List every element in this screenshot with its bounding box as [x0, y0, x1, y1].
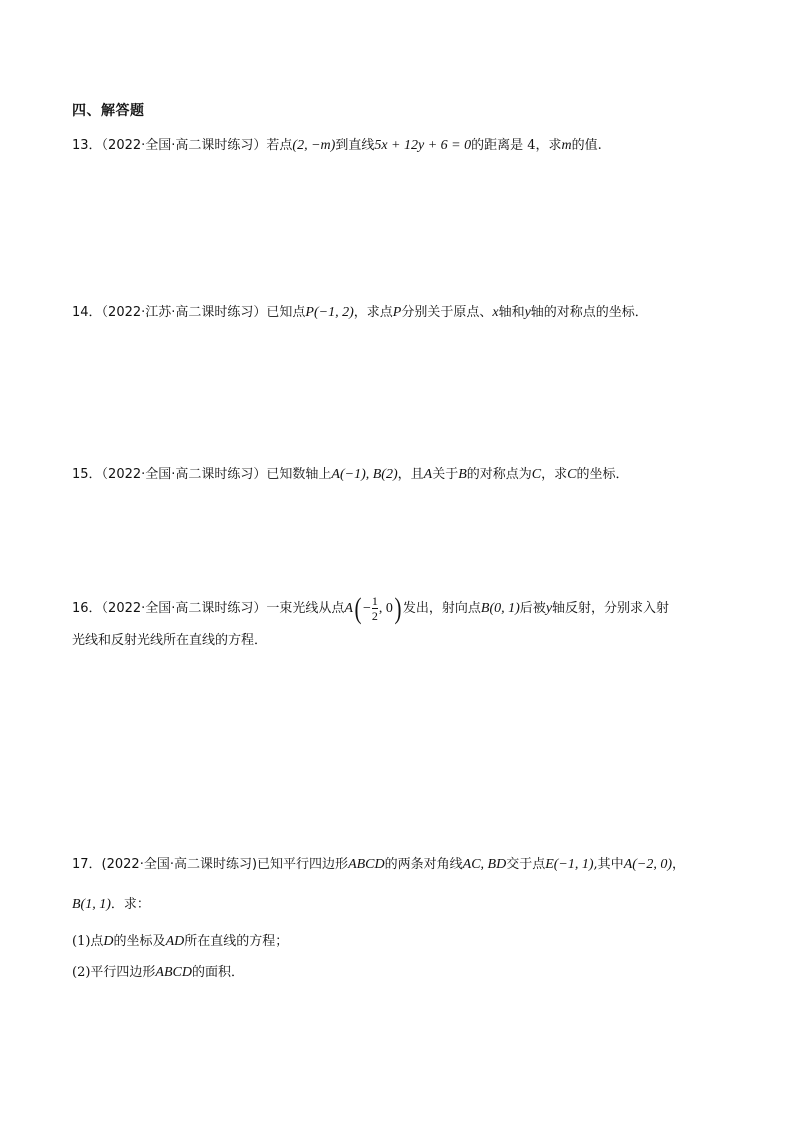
math-expression: (2, −m)	[292, 138, 336, 153]
sub-question-2	[72, 963, 244, 983]
question-source: （2022·江苏·高二课时练习）	[101, 305, 267, 320]
question-text: 的值.	[571, 138, 602, 153]
math-variable: C	[567, 467, 577, 482]
question-text: 轴反射，分别求入射	[552, 601, 670, 617]
math-variable: D	[103, 934, 114, 949]
question-text: 已知平行四边形	[257, 857, 349, 872]
question-text: 后被	[519, 601, 546, 617]
question-text: 的坐标及	[113, 934, 166, 949]
question-16	[72, 594, 669, 624]
question-number: 17．	[72, 857, 102, 872]
math-variable: P	[392, 305, 402, 320]
fraction-numerator: 1	[371, 594, 378, 608]
question-16-line-2: 光线和反射光线所在直线的方程．	[72, 633, 268, 648]
math-expression: P(−1, 2)	[305, 305, 354, 320]
question-source: （2022·全国·高二课时练习）	[101, 138, 267, 153]
math-expression: AC, BD	[462, 857, 507, 872]
question-source: （2022·全国·高二课时练习）	[101, 467, 267, 482]
question-17-line-2	[72, 895, 150, 915]
question-17	[72, 855, 685, 875]
math-variable: ABCD	[348, 857, 385, 872]
question-text: ，求	[541, 467, 568, 482]
math-variable: A	[423, 467, 433, 482]
sub-question-1	[72, 932, 288, 952]
question-text: 分别关于原点、	[401, 305, 493, 320]
math-expression: B(0, 1)	[480, 601, 520, 617]
math-expression: E(−1, 1)	[545, 857, 594, 872]
question-text: 所在直线的方程；	[184, 934, 289, 949]
question-15	[72, 465, 629, 485]
question-text: 若点	[266, 138, 293, 153]
math-expression	[344, 592, 402, 625]
question-text: 一束光线从点	[266, 601, 345, 617]
coordinate-y: , 0	[378, 601, 393, 617]
question-source: (2022·全国·高二课时练习)	[101, 857, 258, 872]
math-variable: y	[545, 601, 553, 617]
question-text: ，	[672, 857, 686, 872]
question-text: (1)点	[72, 934, 104, 949]
question-text: 的距离是 4，求	[471, 138, 562, 153]
math-expression: 5x + 12y + 6 = 0	[374, 138, 472, 153]
math-expression: A(−2, 0)	[623, 857, 673, 872]
math-variable: AD	[165, 934, 185, 949]
question-text: 的对称点为	[466, 467, 532, 482]
math-variable: B	[458, 467, 467, 482]
math-variable: y	[524, 305, 531, 320]
math-variable: m	[561, 138, 572, 153]
minus-sign: −	[362, 601, 371, 617]
question-text: 的两条对角线	[384, 857, 463, 872]
question-text: ,其中	[593, 857, 624, 872]
fraction-denominator: 2	[371, 609, 378, 623]
question-text: 交于点	[506, 857, 546, 872]
question-number: 15．	[72, 467, 102, 482]
math-expression: A(−1), B(2)	[331, 467, 398, 482]
question-source: （2022·全国·高二课时练习）	[101, 601, 267, 617]
question-text: 的坐标．	[576, 467, 629, 482]
question-text: ，求点	[353, 305, 393, 320]
math-variable: ABCD	[155, 965, 192, 980]
question-text: ，且	[397, 467, 424, 482]
question-text: 的面积．	[191, 965, 244, 980]
question-13	[72, 136, 602, 156]
math-variable: x	[492, 305, 499, 320]
question-text: 发出，射向点	[402, 601, 481, 617]
question-text: 关于	[432, 467, 459, 482]
question-number: 14．	[72, 305, 102, 320]
question-14	[72, 303, 648, 323]
question-text: 已知数轴上	[266, 467, 332, 482]
question-text: 到直线	[335, 138, 375, 153]
question-text: 轴的对称点的坐标．	[530, 305, 648, 320]
question-text: 轴和	[498, 305, 525, 320]
question-number: 13．	[72, 138, 102, 153]
section-title: 四、解答题	[72, 103, 145, 119]
right-paren: )	[394, 592, 402, 625]
fraction	[372, 595, 378, 623]
left-paren: (	[354, 592, 362, 625]
question-number: 16．	[72, 601, 102, 617]
point-label: A	[344, 601, 353, 617]
question-text: ．求：	[110, 897, 150, 912]
math-expression: B(1, 1)	[72, 897, 111, 912]
question-text: 已知点	[266, 305, 306, 320]
math-variable: C	[531, 467, 542, 482]
question-text: (2)平行四边形	[72, 965, 156, 980]
